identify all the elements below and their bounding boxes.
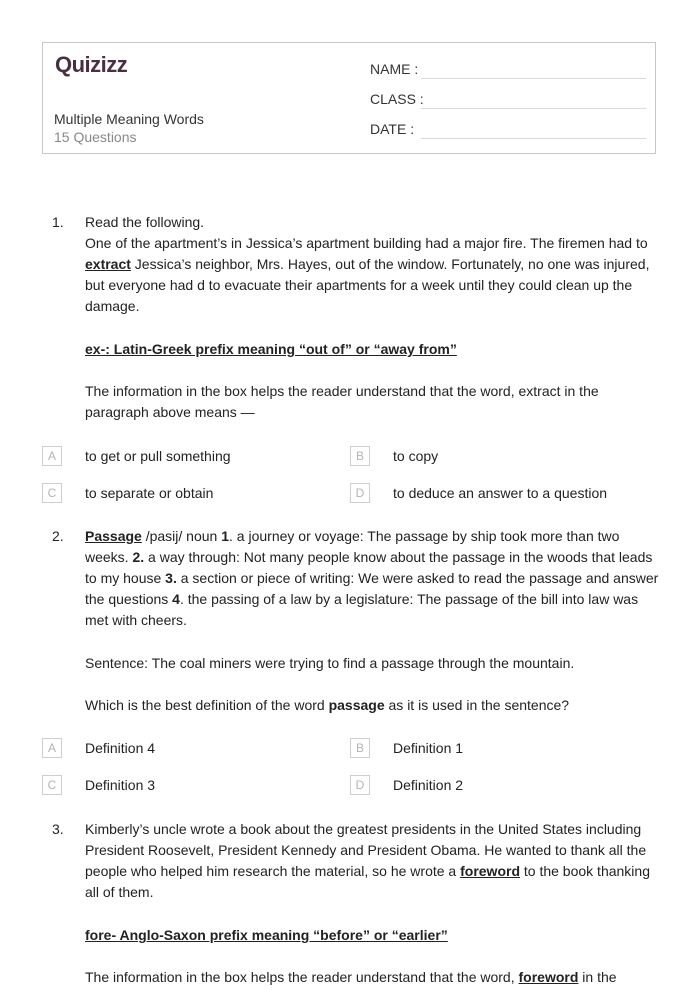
q3-keyword: foreword (460, 863, 520, 879)
q1-option-b: to copy (393, 448, 439, 464)
q2-option-b: Definition 1 (393, 740, 464, 756)
q1-prefix-box: ex-: Latin-Greek prefix meaning “out of” or “away from” (85, 341, 457, 357)
q2-option-c: Definition 3 (85, 777, 156, 793)
q2-option-b-box[interactable]: B (350, 738, 370, 758)
quizizz-logo: Quizizz (55, 52, 128, 77)
q2-sentence: Sentence: The coal miners were trying to find a passage through the mountain. (85, 655, 575, 671)
q2-option-d: Definition 2 (393, 777, 464, 793)
q1-option-c-box[interactable]: C (42, 483, 62, 503)
q1-intro: Read the following. (85, 214, 205, 230)
q1-option-d-box[interactable]: D (350, 483, 370, 503)
name-label: NAME : (370, 61, 419, 77)
q1-keyword: extract (85, 256, 131, 272)
q3-passage: Kimberly’s uncle wrote a book about the greatest presidents in the United States including President Roosevelt, President Kennedy and President Obama. He wanted to thank all the people who helped him research the material, so he wrote a foreword to the book thanking all of them. (85, 821, 650, 900)
q1-option-a-box[interactable]: A (42, 446, 62, 466)
q1-option-c: to separate or obtain (85, 485, 214, 501)
q1-question: The information in the box helps the reader understand that the word, extract in the paragraph above means — (85, 383, 599, 420)
q3-prefix-box: fore- Anglo-Saxon prefix meaning “before” or “earlier” (85, 927, 448, 943)
worksheet-title: Multiple Meaning Words (54, 111, 204, 127)
q1-option-d: to deduce an answer to a question (393, 485, 608, 501)
q1-number: 1. (52, 214, 64, 230)
class-label: CLASS : (370, 91, 424, 107)
name-line[interactable] (421, 78, 646, 79)
q1-option-b-box[interactable]: B (350, 446, 370, 466)
q2-question: Which is the best definition of the word passage as it is used in the sentence? (85, 697, 570, 713)
question-count: 15 Questions (54, 129, 137, 145)
q1-option-a: to get or pull something (85, 448, 231, 464)
q2-option-c-box[interactable]: C (42, 775, 62, 795)
date-label: DATE : (370, 121, 415, 137)
q3-number: 3. (52, 821, 64, 837)
q2-definitions: Passage /pasij/ noun 1. a journey or voyage: The passage by ship took more than two weeks. 2. a way through: Not many people know about the passage in the woods that leads to my house 3. a section or piece of writing: We were asked to read the passage and answer the questions 4. the passing of a law by a legislature: The passage of the bill into law was met with cheers. (85, 528, 659, 628)
q2-option-a-box[interactable]: A (42, 738, 62, 758)
date-line[interactable] (421, 138, 646, 139)
q3-question: The information in the box helps the reader understand that the word, foreword in the (85, 969, 617, 985)
worksheet-header (42, 42, 656, 154)
q2-option-a: Definition 4 (85, 740, 156, 756)
class-line[interactable] (421, 108, 646, 109)
q1-passage: One of the apartment’s in Jessica’s apartment building had a major fire. The firemen had to extract Jessica’s neighbor, Mrs. Hayes, out of the window. Fortunately, no one was injured, but everyone had d to evacuate their apartments for a week until they could clean up the damage. (85, 235, 650, 314)
q2-keyword: Passage (85, 528, 142, 544)
q2-option-d-box[interactable]: D (350, 775, 370, 795)
q2-number: 2. (52, 528, 64, 544)
